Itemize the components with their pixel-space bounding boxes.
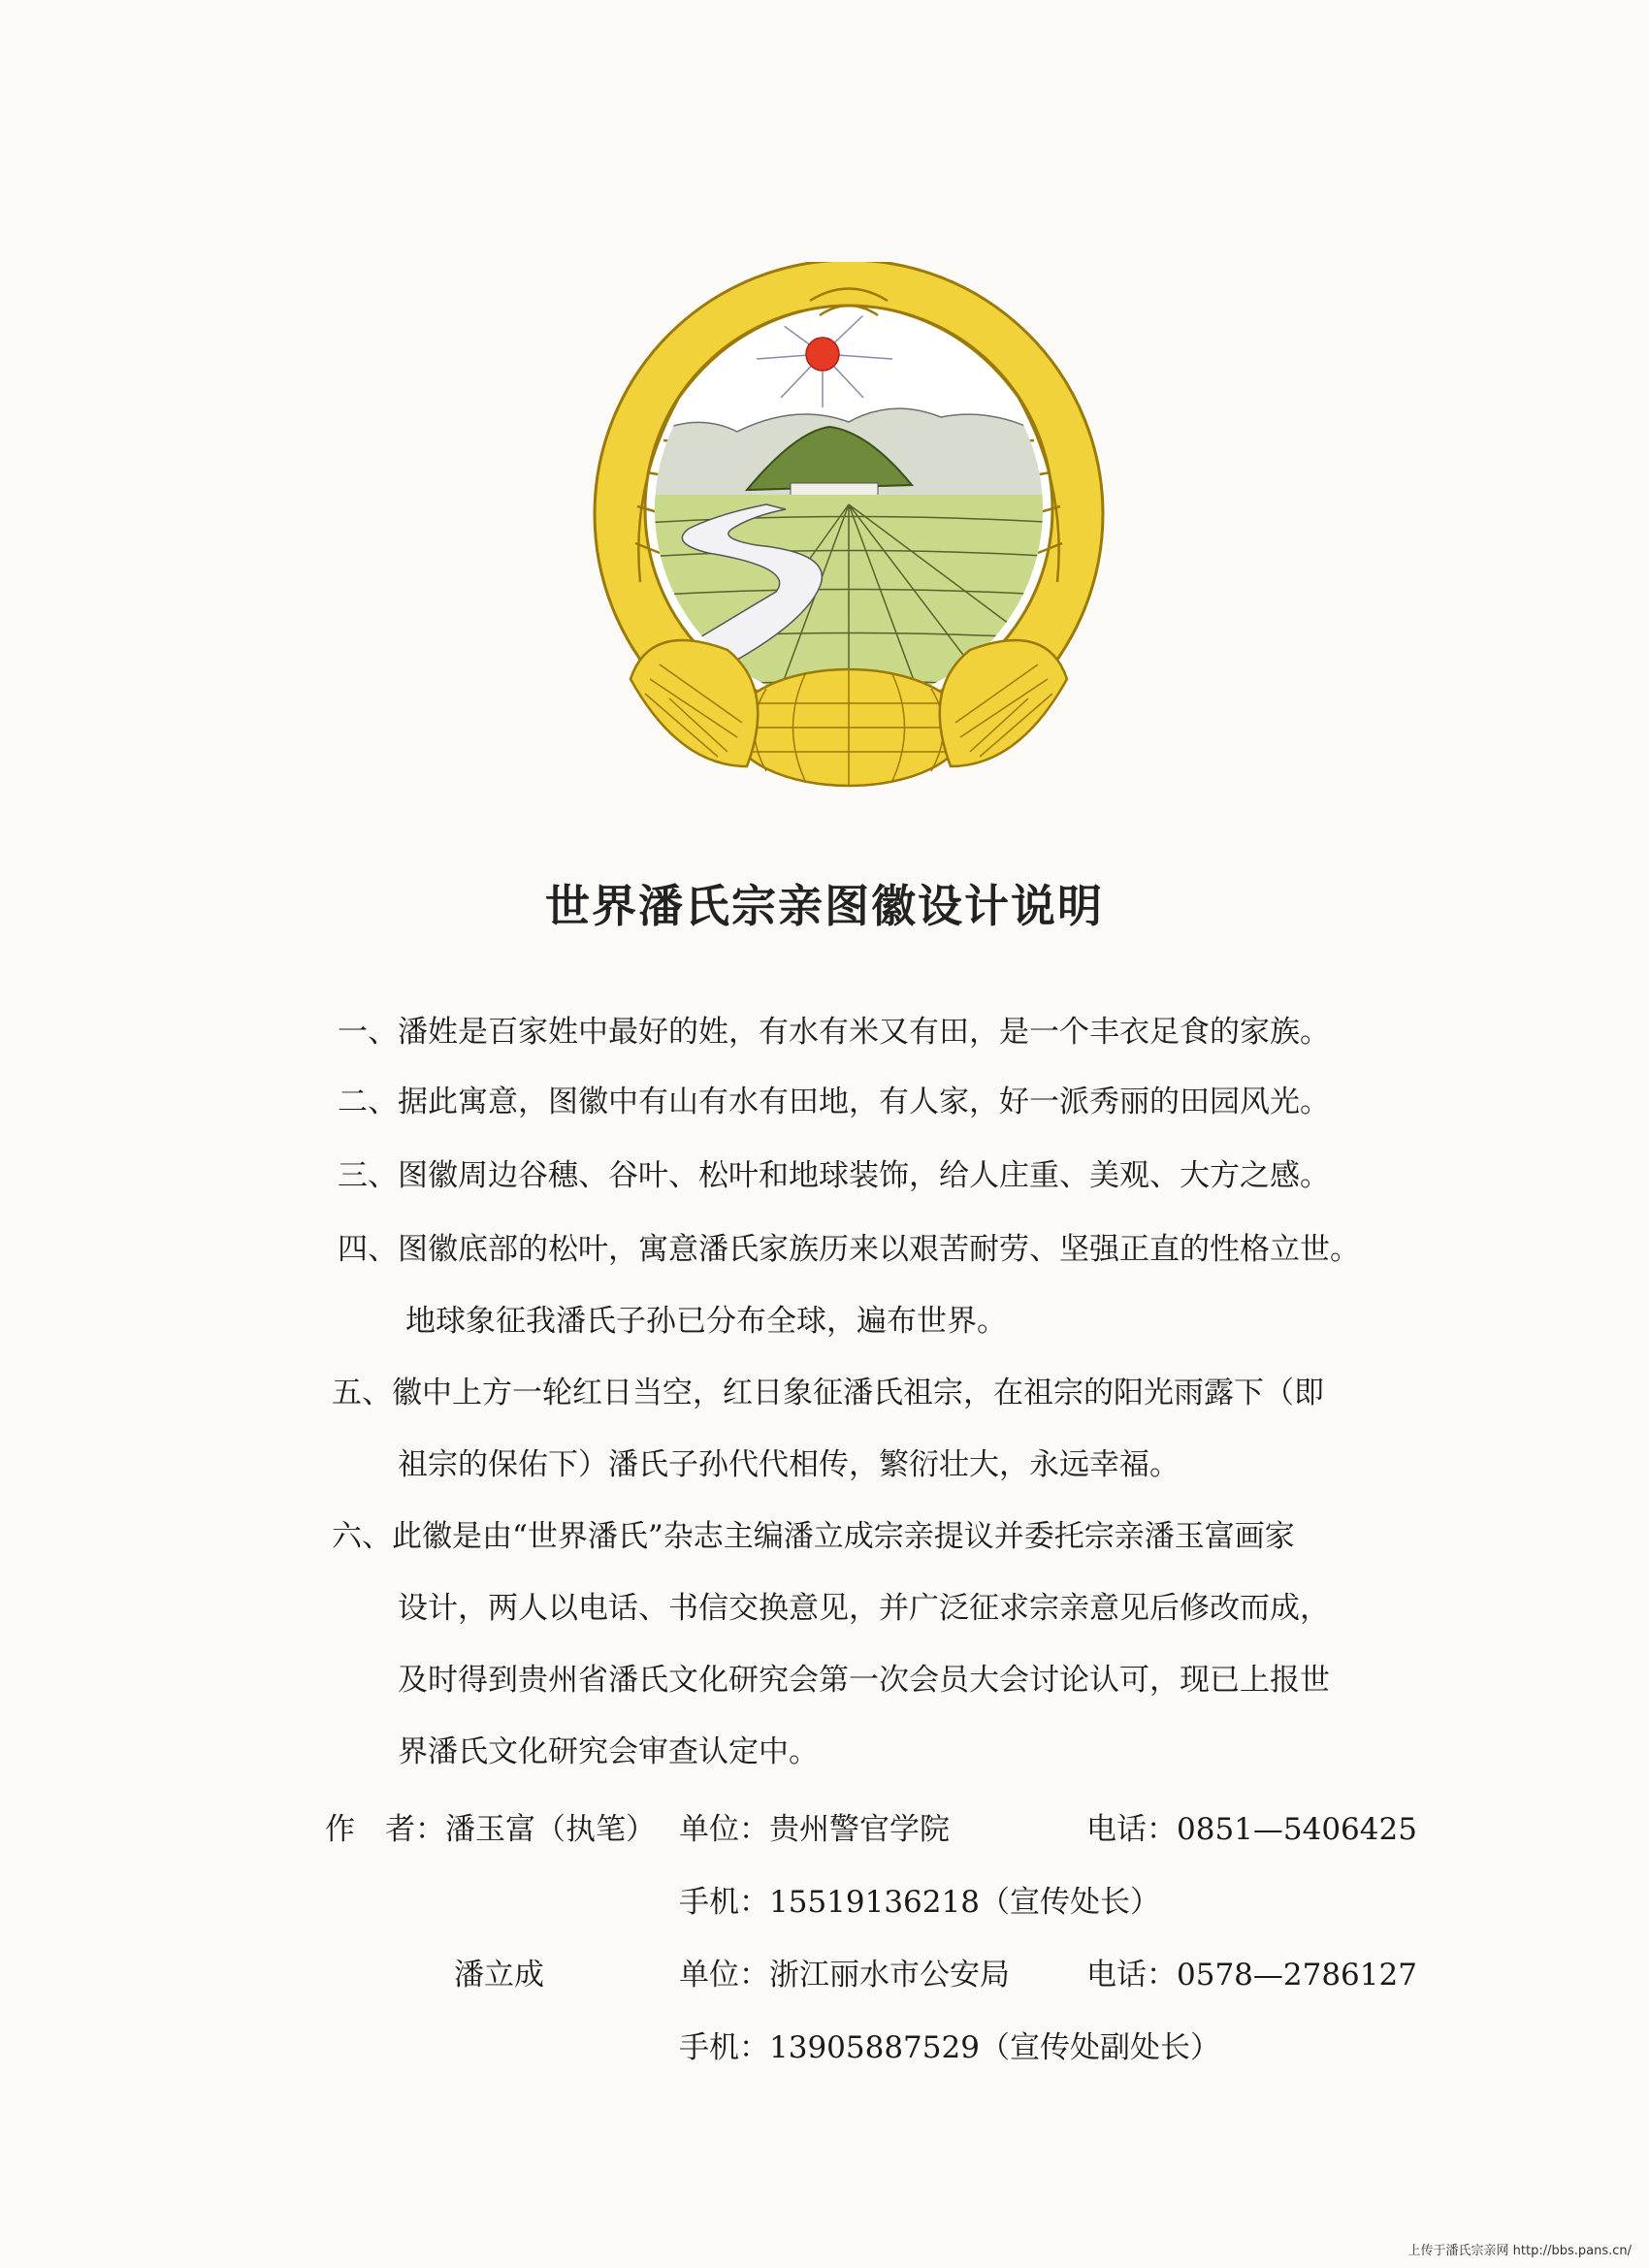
paragraph-4-cont: 地球象征我潘氏子孙已分布全球，遍布世界。 bbox=[405, 1304, 1007, 1339]
paragraph-6-cont-3: 界潘氏文化研究会审查认定中。 bbox=[398, 1734, 819, 1769]
second-unit: 单位：浙江丽水市公安局 bbox=[679, 1958, 1010, 1993]
paragraph-4: 四、图徽底部的松叶，寓意潘氏家族历来以艰苦耐劳、坚强正直的性格立世。 bbox=[338, 1232, 1360, 1267]
paragraph-6-cont-2: 及时得到贵州省潘氏文化研究会第一次会员大会讨论认可，现已上报世 bbox=[398, 1663, 1330, 1698]
paragraph-6-cont-1: 设计，两人以电话、书信交换意见，并广泛征求宗亲意见后修改而成， bbox=[398, 1591, 1330, 1626]
paragraph-5: 五、徽中上方一轮红日当空，红日象征潘氏祖宗，在祖宗的阳光雨露下（即 bbox=[332, 1376, 1324, 1410]
paragraph-5-cont: 祖宗的保佑下）潘氏子孙代代相传，繁衍壮大，永远幸福。 bbox=[398, 1447, 1180, 1482]
page-title: 世界潘氏宗亲图徽设计说明 bbox=[545, 880, 1104, 932]
paragraph-3: 三、图徽周边谷穗、谷叶、松叶和地球装饰，给人庄重、美观、大方之感。 bbox=[338, 1158, 1330, 1193]
author-label: 作 者：潘玉富（执笔） bbox=[325, 1812, 656, 1847]
second-contact-name: 潘立成 bbox=[454, 1958, 544, 1993]
paragraph-2: 二、据此寓意，图徽中有山有水有田地，有人家，好一派秀丽的田园风光。 bbox=[338, 1085, 1330, 1119]
second-mobile: 手机：13905887529（宣传处副处长） bbox=[679, 2030, 1220, 2065]
author-mobile: 手机：15519136218（宣传处长） bbox=[679, 1885, 1160, 1920]
author-phone: 电话：0851—5406425 bbox=[1086, 1812, 1417, 1847]
second-phone: 电话：0578—2786127 bbox=[1086, 1958, 1417, 1993]
paragraph-6: 六、此徽是由“世界潘氏”杂志主编潘立成宗亲提议并委托宗亲潘玉富画家 bbox=[332, 1519, 1295, 1554]
paragraph-1: 一、潘姓是百家姓中最好的姓，有水有米又有田，是一个丰衣足食的家族。 bbox=[338, 1015, 1330, 1050]
emblem-icon bbox=[572, 262, 1125, 815]
author-unit: 单位：贵州警官学院 bbox=[679, 1812, 950, 1847]
upload-footer: 上传于潘氏宗亲网 http://bbs.pans.cn/ bbox=[1407, 2244, 1632, 2258]
